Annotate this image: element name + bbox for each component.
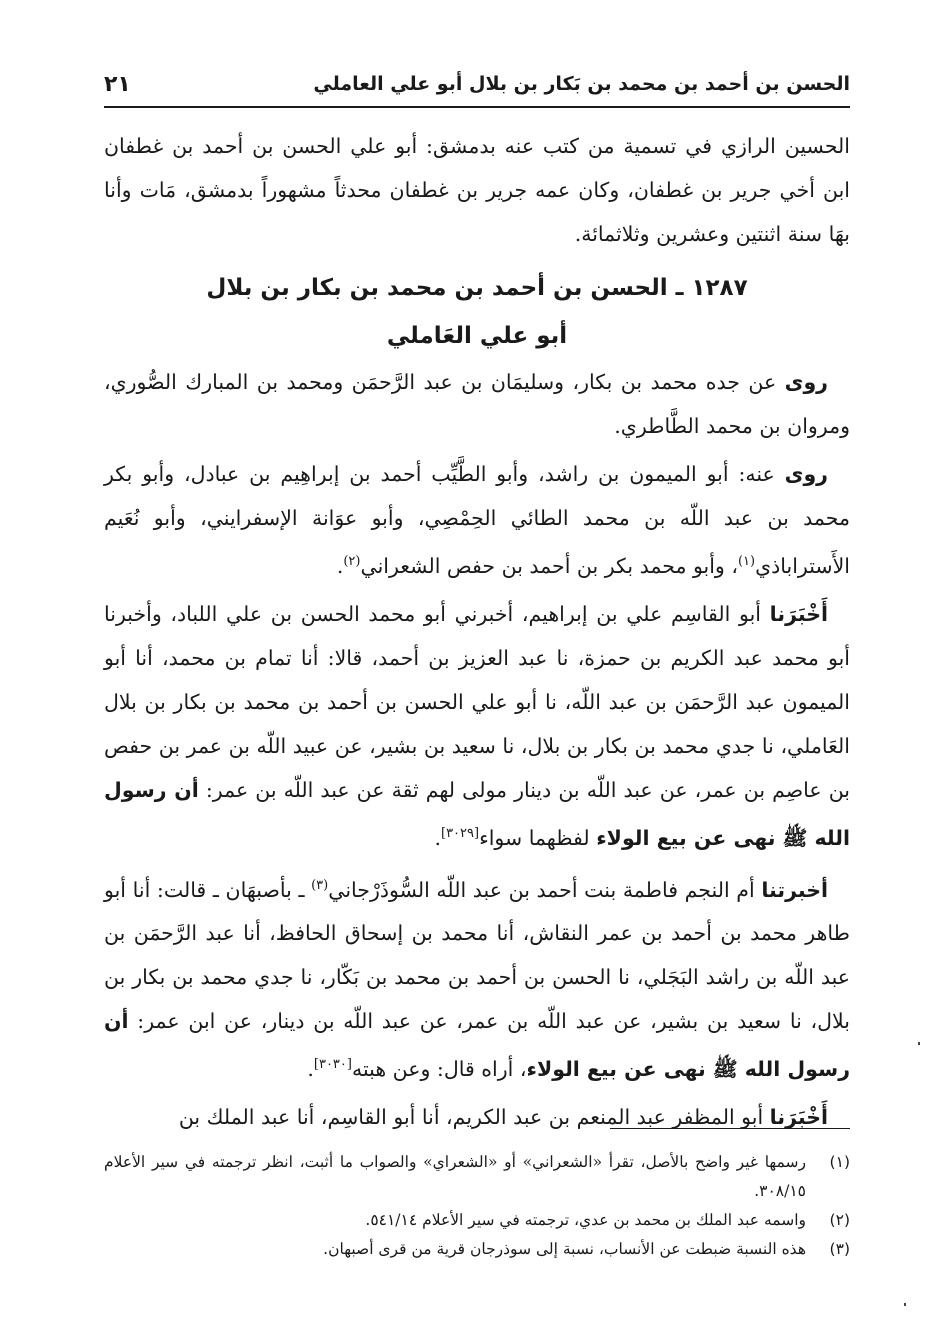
- paragraph-text: ـ بأصبهَان ـ قالت: أنا أبو طاهر محمد بن أحمد بن عمر النقاش، أنا محمد بن إسحاق الحافظ، أنا عبد الرَّحمَن بن عبد اللّه بن راشد البَجَلي، نا الحسن بن أحمد بن محمد بن بَكّار، نا جدي محمد بن بكار بن بلال، نا سعيد بن بشير، عن عبد اللّه بن عمر، عن عبد اللّه بن دينار، عن ابن عمر:: [104, 877, 850, 1034]
- entry-heading-line1: ١٢٨٧ ـ الحسن بن أحمد بن محمد بن بكار بن بلال: [206, 275, 748, 301]
- page-header: [104, 62, 850, 106]
- hadith-text: أن رسول الله ﷺ نهى عن بيع الولاء: [104, 777, 850, 850]
- header-rule: [104, 106, 850, 108]
- paragraph-text: ، أراه قال: وعن هبته: [351, 1057, 527, 1082]
- paragraph-lead: أخبرتنا: [761, 877, 829, 902]
- entry-heading-line2: أبو علي العَاملي: [386, 323, 568, 349]
- paragraph-lead: روى: [784, 462, 828, 486]
- running-title: الحسن بن أحمد بن محمد بن بَكار بن بلال أبو علي العاملي: [313, 73, 850, 95]
- paragraph-text: ، وأبو محمد بكر بن أحمد بن حفص الشعراني: [360, 553, 738, 578]
- paragraph-text: .: [336, 553, 344, 578]
- footnote-text: هذه النسبة ضبطت عن الأنساب، نسبة إلى سوذرجان قرية من قرى أصبهان.: [323, 1240, 806, 1258]
- footnote: [104, 1148, 850, 1206]
- footnote-text: رسمها غير واضح بالأصل، تقرأ «الشعراني» أو «الشعراي» والصواب ما أثبت، انظر ترجمته في سير الأعلام ٣٠٨/١٥.: [104, 1153, 806, 1200]
- paragraph-lead: روى: [784, 370, 828, 394]
- paragraph-lead: أَخْبَرَنا: [769, 601, 828, 626]
- hadith-number: [٣٠٣٠]: [313, 1057, 352, 1073]
- paragraph-text: عن جده محمد بن بكار، وسليمَان بن عبد الرَّحمَن ومحمد بن المبارك الصُّوري، ومروان بن محمد الطَّاطري.: [104, 370, 850, 438]
- paragraph-text: .: [434, 825, 441, 850]
- paragraph-lead: أَخْبَرَنا: [769, 1105, 828, 1130]
- hadith-text: أن رسول الله ﷺ نهى عن بيع الولاء: [104, 1009, 850, 1082]
- footnote: [104, 1206, 850, 1235]
- page-body: [104, 124, 850, 1143]
- footnotes: [104, 1148, 850, 1264]
- scan-speck: [918, 1042, 920, 1045]
- footnote-number: (٢): [829, 1211, 850, 1229]
- paragraph-narrated-from: [104, 360, 850, 448]
- hadith-number: [٣٠٢٩]: [440, 825, 480, 841]
- paragraph-text: لفظهما سواء: [479, 825, 597, 850]
- paragraph-text: أبو القاسِم علي بن إبراهيم، أخبرني أبو محمد الحسن بن علي اللباد، وأخبرنا أبو محمد عبد الكريم بن حمزة، نا عبد العزيز بن أحمد، قالا: أنا تمام بن محمد، أنا أبو الميمون عبد الرَّحمَن بن عبد اللّه، نا أبو علي الحسن بن أحمد بن محمد بن بكار بن بلال العَاملي، نا جدي محمد بن بكار بن بلال، نا سعيد بن بشير، عن عبيد اللّه بن عمر بن حفص بن عاصِم بن عمر، عن عبد اللّه بن دينار مولى لهم ثقة عن عبد اللّه بن عمر:: [104, 601, 851, 802]
- footnote-number: (١): [829, 1153, 850, 1171]
- footnote-number: (٣): [829, 1240, 850, 1258]
- paragraph-text: أم النجم فاطمة بنت أحمد بن عبد اللّه السُّوذَرْجاني: [328, 877, 762, 902]
- paragraph-narrated-by: [104, 452, 850, 588]
- scan-speck: [904, 1303, 906, 1306]
- paragraph-text: أبو المظفر عبد المنعم بن عبد الكريم، أنا أبو القاسِم، أنا عبد الملك بن: [178, 1105, 770, 1130]
- footnote-rule: [610, 1128, 850, 1129]
- intro-paragraph: الحسين الرازي في تسمية من كتب عنه بدمشق: أبو علي الحسن بن أحمد بن غطفان ابن أخي جرير بن غطفان، وكان عمه جرير بن غطفان محدثاً مشهوراً بدمشق، مَات وأنا بهَا سنة اثنتين وعشرين وثلاثمائة.: [104, 134, 850, 246]
- footnote-text: واسمه عبد الملك بن محمد بن عدي، ترجمته في سير الأعلام ٥٤١/١٤.: [365, 1211, 806, 1229]
- footnote-marker: (٢): [343, 554, 361, 569]
- paragraph-hadith-3: [104, 1095, 850, 1139]
- entry-heading: [104, 264, 850, 360]
- footnote-marker: (٣): [311, 877, 329, 893]
- paragraph-hadith-1: [104, 592, 850, 860]
- paragraph-hadith-2: [104, 864, 850, 1092]
- footnote-marker: (١): [737, 554, 756, 569]
- page-number: ٢١: [104, 71, 131, 97]
- footnote: [104, 1235, 850, 1264]
- paragraph-text: .: [307, 1057, 314, 1082]
- paragraph-text: عنه: أبو الميمون بن راشد، وأبو الطَّيِّب أحمد بن إبراهِيم بن عبادل، وأبو بكر محمد بن عبد اللّه بن محمد الطائي الحِمْصِي، وأبو عوَانة الإسفرايني، وأبو نُعَيم الأَستراباذي: [104, 462, 850, 578]
